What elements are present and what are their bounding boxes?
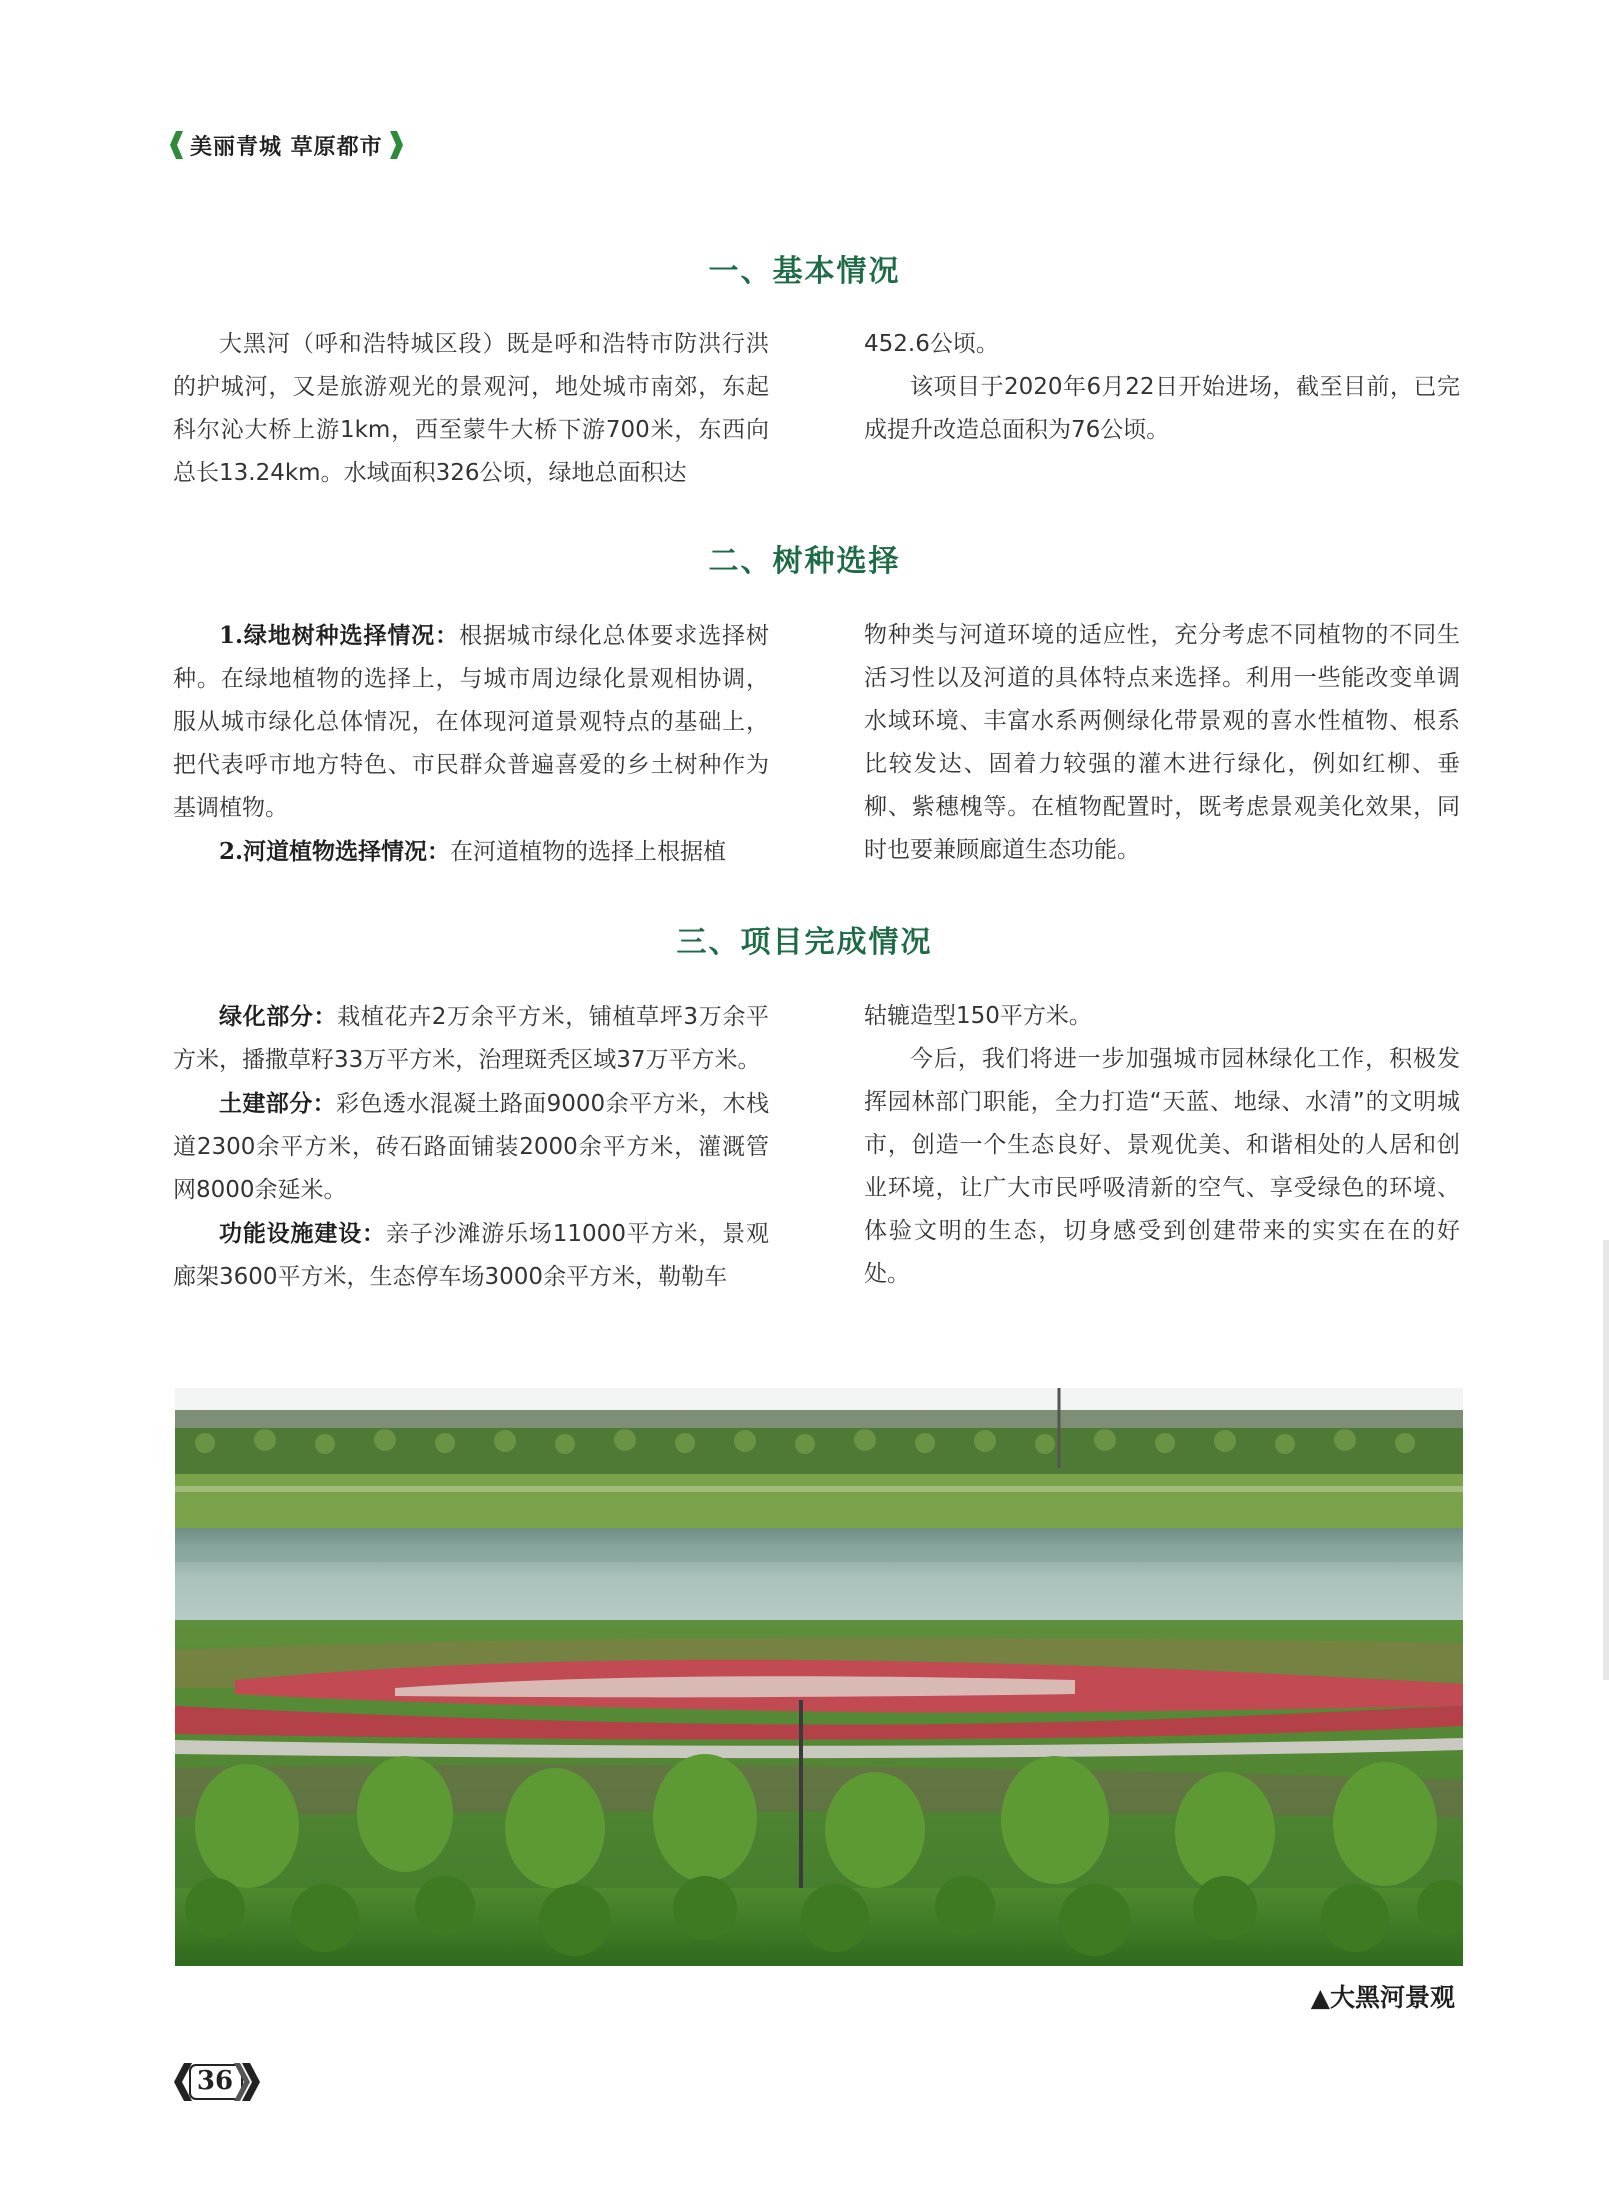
section3-left-column — [173, 995, 769, 1299]
section2-text-1: 根据城市绿化总体要求选择树种。在绿地植物的选择上，与城市周边绿化景观相协调，服从城市绿化总体情况，在体现河道景观特点的基础上，把代表呼市地方特色、市民群众普遍喜爱的乡土树种作为基调植物。 — [173, 623, 770, 821]
section1-paragraph-2: 该项目于2020年6月22日开始进场，截至目前，已完成提升改造总面积为76公顷。 — [864, 374, 1460, 443]
section2-paragraph-2 — [173, 830, 769, 874]
section3-paragraph-civil — [173, 1082, 769, 1212]
section3-label-greening: 绿化部分： — [219, 1003, 338, 1030]
section3-text-facilities: 亲子沙滩游乐场11000平方米，景观廊架3600平方米，生态停车场3000余平方米，勒勒车 — [173, 1221, 769, 1290]
section2-label-1: 1.绿地树种选择情况： — [219, 622, 460, 649]
photo-caption: ▲大黑河景观 — [1310, 1983, 1455, 2012]
left-bracket-icon — [170, 131, 184, 159]
page-number: 36 — [196, 2066, 234, 2096]
section3-paragraph-continued: 轱辘造型150平方米。 — [864, 1003, 1092, 1029]
section2-left-column — [173, 614, 769, 874]
section3-paragraph-outlook: 今后，我们将进一步加强城市园林绿化工作，积极发挥园林部门职能，全力打造“天蓝、地绿、水清”的文明城市，创造一个生态良好、景观优美、和谐相处的人居和创业环境，让广大市民呼吸清新的空气、享受绿色的环境、体验文明的生态，切身感受到创建带来的实实在在的好处。 — [864, 1046, 1460, 1287]
section-title-tree-selection: 二、树种选择 — [708, 544, 901, 579]
header-tag — [170, 128, 403, 162]
section2-paragraph-continued: 物种类与河道环境的适应性，充分考虑不同植物的不同生活习性以及河道的具体特点来选择。利用一些能改变单调水域环境、丰富水系两侧绿化带景观的喜水性植物、根系比较发达、固着力较强的灌木进行绿化，例如红柳、垂柳、紫穗槐等。在植物配置时，既考虑景观美化效果，同时也要兼顾廊道生态功能。 — [864, 622, 1460, 863]
section3-paragraph-greening — [173, 995, 769, 1082]
section3-text-greening: 栽植花卉2万余平方米，铺植草坪3万余平方米，播撒草籽33万平方米，治理斑秃区域37万平方米。 — [173, 1004, 769, 1073]
page-edge-decoration — [1603, 1240, 1609, 1680]
section-title-completion: 三、项目完成情况 — [676, 925, 933, 960]
section-title-basic: 一、基本情况 — [708, 254, 901, 289]
section3-right-column — [864, 995, 1460, 1296]
section3-label-civil: 土建部分： — [219, 1090, 337, 1117]
river-landscape-photo — [175, 1388, 1463, 1966]
section2-right-column — [864, 614, 1460, 872]
section2-paragraph-1 — [173, 614, 769, 830]
section1-right-column — [864, 323, 1460, 452]
header-tag-label: 美丽青城 草原都市 — [190, 134, 383, 160]
section1-left-column — [173, 323, 769, 495]
section1-paragraph-continued: 452.6公顷。 — [864, 331, 999, 357]
landscape-illustration — [175, 1388, 1463, 1966]
section3-text-civil: 彩色透水混凝土路面9000余平方米，木栈道2300余平方米，砖石路面铺装2000余平方米，灌溉管网8000余延米。 — [173, 1091, 769, 1203]
section1-paragraph-1: 大黑河（呼和浩特城区段）既是呼和浩特市防洪行洪的护城河，又是旅游观光的景观河，地处城市南郊，东起科尔沁大桥上游1km，西至蒙牛大桥下游700米，东西向总长13.24km。水域面积326公顷，绿地总面积达 — [173, 331, 769, 486]
right-bracket-icon — [389, 131, 403, 159]
section3-paragraph-facilities — [173, 1212, 769, 1299]
section2-text-2: 在河道植物的选择上根据植 — [450, 839, 727, 865]
section2-label-2: 2.河道植物选择情况： — [219, 838, 451, 865]
section3-label-facilities: 功能设施建设： — [219, 1220, 386, 1247]
